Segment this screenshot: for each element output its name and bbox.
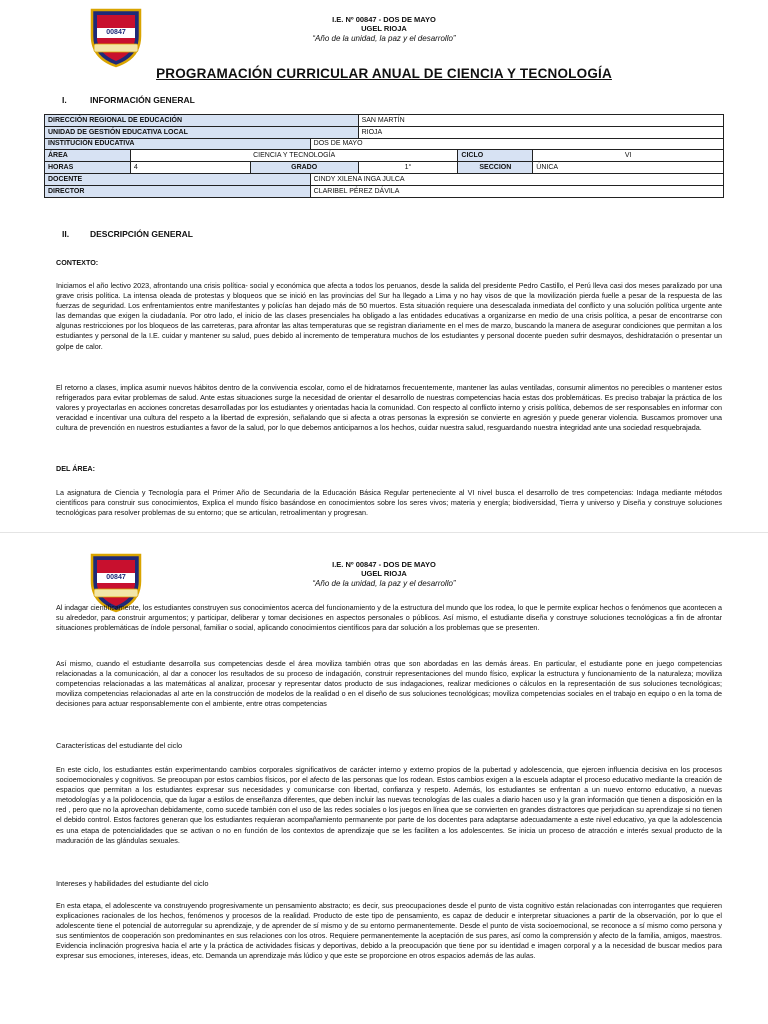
competencies-paragraph-2: Así mismo, cuando el estudiante desarrolla sus competencias desde el área moviliza también otras que son abordadas en las demás áreas. En particular, el estudiante pone en juego competencias relacionadas a la comunicación, al dar a conocer los resultados de su proceso de indagación, construir representaciones del mundo físico, explicar la estructura y funcionamiento de la naturaleza; moviliza competencias relacionadas a las matemáticas al analizar, procesar y representar datos producto de sus indagaciones, realizar mediciones o cálculos en la representación de sus soluciones tecnológicas; moviliza competencias relacionadas al arte en la construcción de modelos de la realidad o en el diseño de sus soluciones tecnológicas; moviliza competencias sociales en el trabajo en equipo o en la toma de decisiones para actuar responsablemente con el ambiente, entre otras competencias: [56, 659, 722, 709]
table-cell-value: CIENCIA Y TECNOLOGÍA: [130, 150, 457, 162]
general-info-table: [44, 114, 724, 198]
table-row: [45, 138, 724, 150]
table-cell-label: DIRECTOR: [45, 185, 311, 197]
table-cell-value: DOS DE MAYO: [310, 138, 723, 150]
table-cell-label: HORAS: [45, 162, 131, 174]
crest-number: 00847: [106, 574, 126, 581]
section-label: DESCRIPCIÓN GENERAL: [90, 229, 193, 239]
table-cell-value: VI: [533, 150, 724, 162]
table-cell-label: SECCION: [458, 162, 533, 174]
student-characteristics-label: Características del estudiante del ciclo: [56, 741, 183, 750]
student-interests-paragraph: En esta etapa, el adolescente va construyendo progresivamente un pensamiento abstracto; es decir, sus preocupaciones desde el punto de vista cognitivo están relacionadas con interrogantes que requieren explicaciones racionales de los hechos, fenómenos y procesos de la realidad. Producto de este tipo de pensamiento, es capaz de deducir e interpretar situaciones a partir de la observación, por lo que el adolescente tiene el potencial de autorregular su aprendizaje, y de aprender de sí mismo y de su entorno permanentemente. Desde el punto de vista socioemocional, se reconoce a sí mismo como persona y sus sentimientos de cooperación son predominantes en sus relaciones con los otros. Requiere permanentemente la aceptación de sus pares, así como la comprensión y afecto de la familia, amigos, maestros. Evidencia inclinación progresiva hacia el arte y la práctica de actividades físicas y deportivas, debido a la preocupación que tiene por su identidad e imagen corporal y a la necesidad de buscar medios para expresar sus emociones, intereses, ideas, etc. Demanda un aprendizaje más lúdico y que este se proporcione en otros espacios además de las aulas.: [56, 901, 722, 961]
table-cell-label: DOCENTE: [45, 173, 311, 185]
table-cell-label: GRADO: [250, 162, 358, 174]
table-cell-value: SAN MARTÍN: [358, 115, 723, 127]
table-cell-value: CINDY XILENA INGA JULCA: [310, 173, 723, 185]
document-page-2: [0, 532, 768, 1024]
table-cell-value: CLARIBEL PÉREZ DÁVILA: [310, 185, 723, 197]
ugel-name: UGEL RIOJA: [361, 23, 407, 33]
table-cell-label: INSTITUCIÓN EDUCATIVA: [45, 138, 311, 150]
table-cell-value: ÚNICA: [533, 162, 724, 174]
table-row: [45, 173, 724, 185]
competencies-paragraph-1: Al indagar científicamente, los estudiantes construyen sus conocimientos acerca del funcionamiento y de la estructura del mundo que los rodea, lo que le permite explicar hechos o fenómenos que acontecen a su alrededor, para construir argumentos; y participar, deliberar y tomar decisiones en aspectos personales o públicos. Así mismo, el estudiante diseña y construye soluciones tecnológicas a fin de afrontar situaciones problemáticas de índole personal, familiar o social, aplicando conocimientos científicos para dar solución a los problemas que se presenten.: [56, 603, 722, 633]
school-name: I.E. Nº 00847 - DOS DE MAYO: [332, 15, 436, 24]
table-cell-value: 1°: [358, 162, 458, 174]
table-row: [45, 115, 724, 127]
table-cell-label: CICLO: [458, 150, 533, 162]
context-paragraph-1: Iniciamos el año lectivo 2023, afrontando una crisis política- social y económica que afecta a todos los peruanos, desde la salida del presidente Pedro Castillo, el Perú lleva casi dos meses paralizado por una grave crisis política. La intensa oleada de protestas y bloqueos que se inició en las provincias del Sur ha llegado a Lima y no hay visos de que la movilización pierda fuelle a pesar de la respuesta de las fuerzas de seguridad. Los enfrentamientos entre manifestantes y policías han dejado más de 50 muertos. Esta situación requiere una desescalada inmediata del conflicto y una solución política urgente ante las demandas que exigen la ciudadanía. Por otro lado, el inicio de las clases presenciales ha obligado a las entidades educativas a organizarse en medio de una crisis política, a pesar de encontrarse con algunas restricciones por los bloqueos de las carreteras, para afrontar las altas temperaturas que se registran diariamente en el mes de marzo, buscando la manera de asegurar condiciones que permitan a los estudiantes y personal de la I.E. cuidar y mantener su salud, pues debido al incremento de temperatura muchos de los estudiantes y personal docente pueden sufrir desmayos, deshidratación o presentar un golpe de calor.: [56, 281, 722, 351]
context-paragraph-2: El retorno a clases, implica asumir nuevos hábitos dentro de la convivencia escolar, como el de hidratarnos frecuentemente, mantener las aulas ventiladas, consumir alimentos no perecibles o mantener estos refrigerados para evitar problemas de salud. Ante estas situaciones surge la necesidad de orientar el desarrollo de nuestras competencias hacia estas dos problemáticas. Es preciso trabajar la práctica de los valores y proyectarlas en acciones concretas desarrolladas por los estudiantes y orientadas hacia la comunidad. Con respecto al conflicto interno y crisis política, debemos de ser responsables en informar con veracidad e incentivar una cultura del respeto a la libertad de expresión, señalando que si afecta a otras personas la expresión se convierte en agresión y puede generar violencia. Buscamos promover una cultura de prevención en nuestros estudiantes a favor de la salud, por lo que debemos anticiparnos a los hechos, cuidar nuestra salud, resguardando nuestra integridad ante una sociedad resquebrajada.: [56, 383, 722, 433]
student-characteristics-paragraph: En este ciclo, los estudiantes están experimentando cambios corporales significativos de carácter interno y externo propios de la pubertad y adolescencia, que ejercen influencia decisiva en los procesos socioemocionales y cognitivos. Se preocupan por estos cambios físicos, por el afecto de las personas que los rodean. Estos cambios exigen a la escuela adaptar el proceso educativo mediante la creación de espacios que permitan a los estudiantes expresar sus necesidades y comunicarse con libertad, confianza y respeto. Además, los estudiantes se enfrentan a un nuevo entorno educativo, a nuevas metodologías y a la polidocencia, que da lugar a estilos de enseñanza diferentes, que deben incluir las nuevas tecnologías de las cuales a diario hacen uso y la gran información que tienen a disposición en la red , pero que no la aprovechan debidamente, como sucede también con el uso de las redes sociales o los juegos en línea que se convierten en grandes distractores que perjudican su aprendizaje si no tienen el debido control. Estos factores generan que los estudiantes requieran acompañamiento permanente por parte de los docentes para adaptarse adecuadamente a este nivel educativo, ya que la adolescencia es una etapa de potencialidades que se activan o no en función de los contextos de aprendizaje que se les faciliten a los adolescentes. Se inicia un proceso de atracción e interés sexual producto de la maduración de las glándulas sexuales.: [56, 765, 722, 845]
section-label: INFORMACIÓN GENERAL: [90, 95, 195, 105]
section-number: I.: [62, 95, 67, 105]
crest-number: 00847: [106, 29, 126, 36]
table-cell-value: 4: [130, 162, 250, 174]
school-name: I.E. Nº 00847 - DOS DE MAYO: [332, 560, 436, 569]
page-header: [0, 561, 768, 590]
table-cell-label: ÁREA: [45, 150, 131, 162]
table-row: [45, 185, 724, 197]
document-title: PROGRAMACIÓN CURRICULAR ANUAL DE CIENCIA Y TECNOLOGÍA: [156, 66, 612, 81]
section-number: II.: [62, 229, 70, 239]
context-label: CONTEXTO:: [56, 258, 99, 267]
section-heading-general-description: [62, 229, 193, 239]
year-motto: “Año de la unidad, la paz y el desarrollo”: [312, 579, 456, 588]
table-cell-label: DIRECCIÓN REGIONAL DE EDUCACIÓN: [45, 115, 359, 127]
student-interests-label: Intereses y habilidades del estudiante del ciclo: [56, 879, 209, 888]
table-row: [45, 162, 724, 174]
section-heading-general-info: [62, 95, 195, 105]
table-cell-value: RIOJA: [358, 126, 723, 138]
ugel-name: UGEL RIOJA: [361, 568, 407, 578]
area-label: DEL ÁREA:: [56, 464, 96, 473]
table-cell-label: UNIDAD DE GESTIÓN EDUCATIVA LOCAL: [45, 126, 359, 138]
page-header: [0, 16, 768, 45]
area-paragraph: La asignatura de Ciencia y Tecnología para el Primer Año de Secundaria de la Educación Básica Regular perteneciente al VI nivel busca el desarrollo de tres competencias: Indaga mediante métodos científicos para construir sus conocimientos, Explica el mundo físico basándose en conocimientos sobre los seres vivos; materia y energía; biodiversidad, Tierra y universo y Diseña y construye soluciones tecnológicas para resolver problemas de su entorno; que se articulan, retroalimentan y progresan.: [56, 488, 722, 518]
table-row: [45, 126, 724, 138]
table-row: [45, 150, 724, 162]
year-motto: “Año de la unidad, la paz y el desarrollo”: [312, 34, 456, 43]
